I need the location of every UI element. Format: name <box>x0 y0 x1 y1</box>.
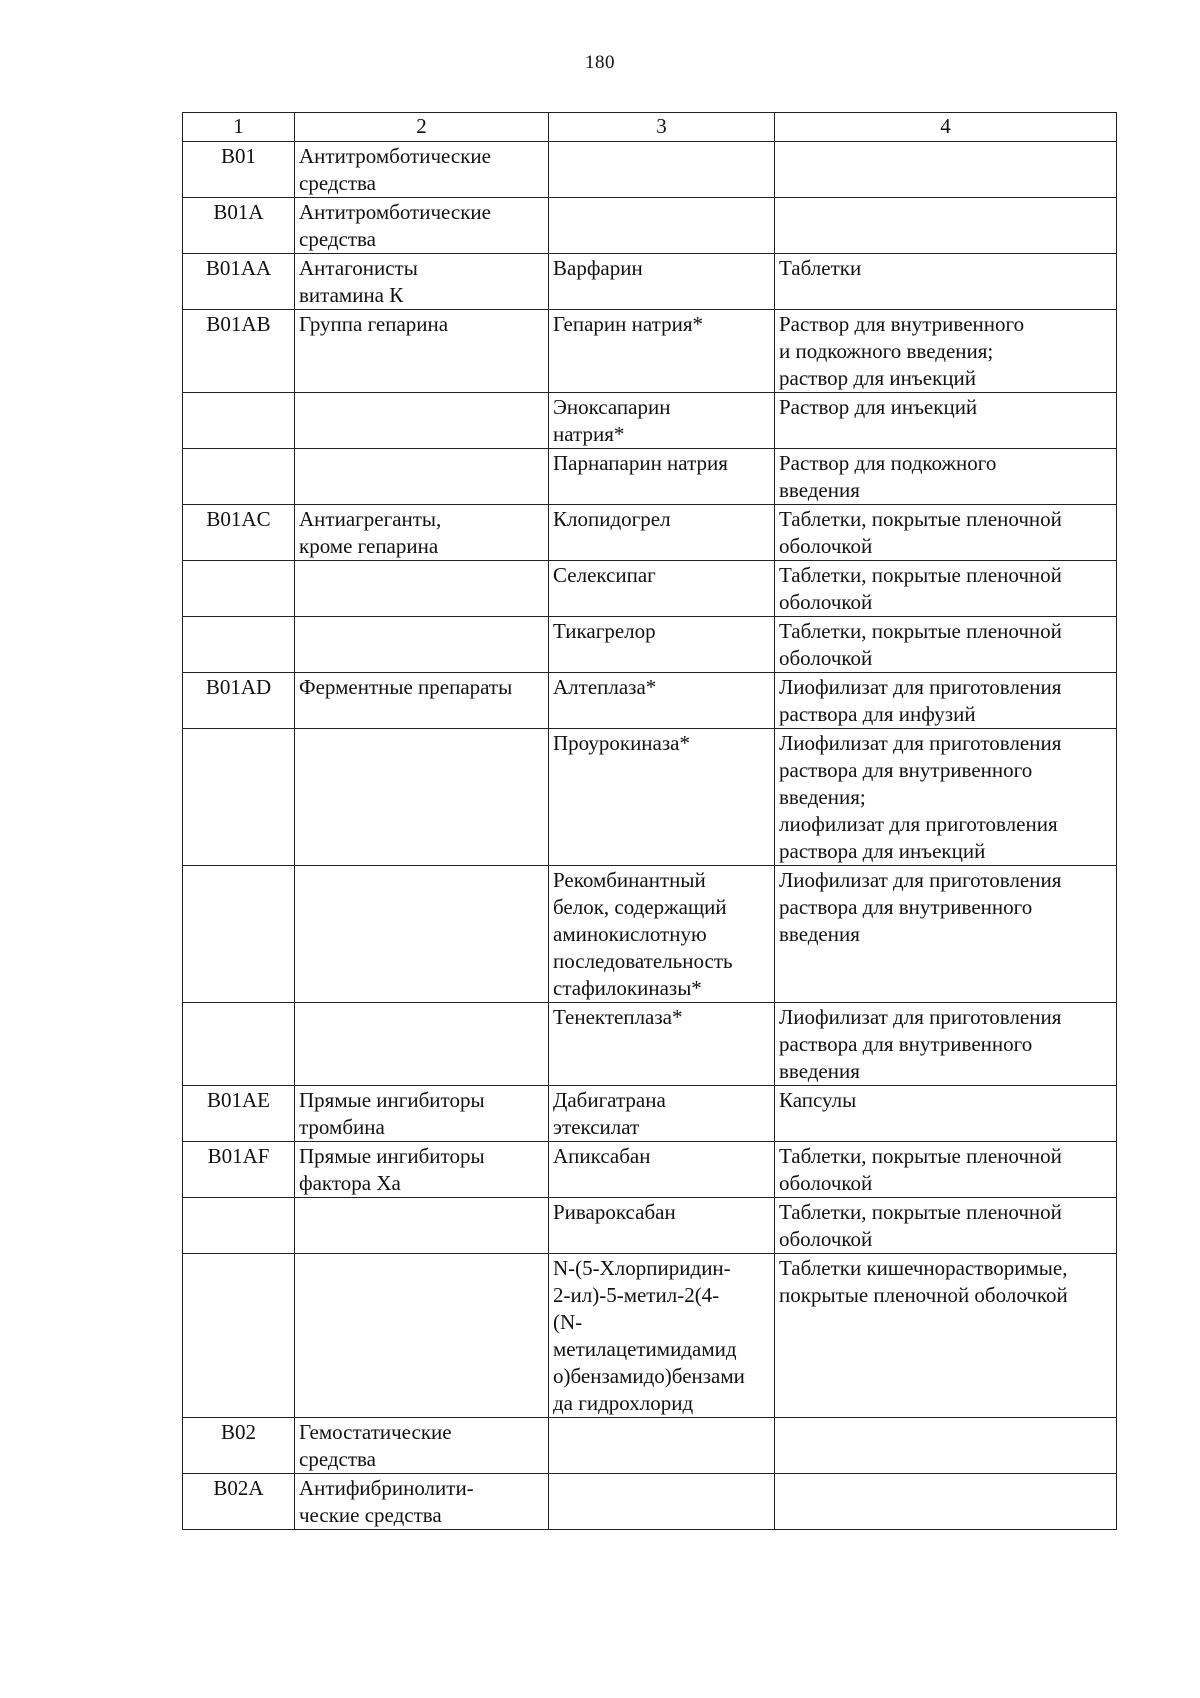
atc-code-cell <box>183 1254 295 1418</box>
table-row <box>183 505 1117 561</box>
dosage-form-cell <box>775 254 1117 310</box>
group-name-cell <box>295 393 549 449</box>
dosage-form-cell <box>775 673 1117 729</box>
dosage-form-cell-text: Таблетки кишечнорастворимые, покрытые пленочной оболочкой <box>779 1256 1068 1307</box>
dosage-form-cell <box>775 1142 1117 1198</box>
dosage-form-cell <box>775 1474 1117 1530</box>
table-row <box>183 1254 1117 1418</box>
group-name-cell <box>295 1198 549 1254</box>
dosage-form-cell <box>775 1198 1117 1254</box>
group-name-cell-text: Антиагреганты, кроме гепарина <box>299 507 442 558</box>
drug-name-cell-text: Проурокиназа* <box>553 731 690 755</box>
table-row <box>183 254 1117 310</box>
group-name-cell <box>295 254 549 310</box>
group-name-cell <box>295 1086 549 1142</box>
atc-code-cell <box>183 1418 295 1474</box>
dosage-form-cell-text: Раствор для подкожного введения <box>779 451 997 502</box>
column-header-4: 4 <box>775 113 1117 142</box>
atc-code-cell <box>183 142 295 198</box>
drug-name-cell <box>549 1474 775 1530</box>
atc-code-cell-text: B01AC <box>206 507 271 531</box>
group-name-cell <box>295 1003 549 1086</box>
table-row <box>183 1198 1117 1254</box>
table-row <box>183 198 1117 254</box>
column-header-3: 3 <box>549 113 775 142</box>
atc-code-cell <box>183 198 295 254</box>
dosage-form-cell <box>775 866 1117 1003</box>
atc-code-cell <box>183 1474 295 1530</box>
atc-code-cell <box>183 866 295 1003</box>
dosage-form-cell <box>775 310 1117 393</box>
group-name-cell-text: Ферментные препараты <box>299 675 513 699</box>
atc-code-cell <box>183 505 295 561</box>
dosage-form-cell <box>775 1086 1117 1142</box>
table-row <box>183 561 1117 617</box>
table-row <box>183 729 1117 866</box>
table-row <box>183 310 1117 393</box>
group-name-cell <box>295 198 549 254</box>
drug-name-cell <box>549 393 775 449</box>
drug-name-cell-text: Апиксабан <box>553 1144 651 1168</box>
group-name-cell <box>295 673 549 729</box>
group-name-cell-text: Антагонисты витамина К <box>299 256 418 307</box>
table-row <box>183 1474 1117 1530</box>
group-name-cell <box>295 729 549 866</box>
page-number: 180 <box>585 52 615 73</box>
group-name-cell <box>295 1474 549 1530</box>
atc-code-cell <box>183 449 295 505</box>
dosage-form-cell-text: Лиофилизат для приготовления раствора для внутривенного введения; лиофилизат для приготовления раствора для инъекций <box>779 731 1062 863</box>
dosage-form-cell <box>775 729 1117 866</box>
dosage-form-cell-text: Таблетки, покрытые пленочной оболочкой <box>779 1144 1062 1195</box>
table-row <box>183 449 1117 505</box>
atc-code-cell-text: B01AE <box>207 1088 270 1112</box>
table-row <box>183 673 1117 729</box>
drug-name-cell-text: Тикагрелор <box>553 619 656 643</box>
drug-name-cell-text: Эноксапарин натрия* <box>553 395 671 446</box>
atc-code-cell <box>183 1198 295 1254</box>
group-name-cell <box>295 561 549 617</box>
atc-code-cell-text: B01A <box>213 200 264 224</box>
table-row <box>183 617 1117 673</box>
dosage-form-cell <box>775 198 1117 254</box>
group-name-cell <box>295 310 549 393</box>
dosage-form-cell-text: Таблетки, покрытые пленочной оболочкой <box>779 619 1062 670</box>
drug-name-cell <box>549 617 775 673</box>
atc-code-cell-text: B02A <box>213 1476 264 1500</box>
drug-name-cell-text: Ривароксабан <box>553 1200 676 1224</box>
drug-name-cell <box>549 1003 775 1086</box>
drug-name-cell <box>549 729 775 866</box>
group-name-cell <box>295 449 549 505</box>
dosage-form-cell-text: Раствор для внутривенного и подкожного введения; раствор для инъекций <box>779 312 1025 390</box>
atc-code-cell-text: B01AF <box>207 1144 270 1168</box>
table-header-row <box>183 113 1117 142</box>
dosage-form-cell-text: Таблетки <box>779 256 862 280</box>
table-row <box>183 1086 1117 1142</box>
dosage-form-cell-text: Лиофилизат для приготовления раствора для внутривенного введения <box>779 868 1062 946</box>
drug-name-cell-text: Клопидогрел <box>553 507 671 531</box>
drug-name-cell-text: Гепарин натрия* <box>553 312 703 336</box>
atc-code-cell <box>183 254 295 310</box>
drug-name-cell <box>549 1086 775 1142</box>
group-name-cell-text: Прямые ингибиторы тромбина <box>299 1088 485 1139</box>
drug-name-cell <box>549 866 775 1003</box>
table-row <box>183 1003 1117 1086</box>
dosage-form-cell <box>775 505 1117 561</box>
drug-name-cell <box>549 561 775 617</box>
drug-name-cell-text: Парнапарин натрия <box>553 451 728 475</box>
drug-name-cell <box>549 673 775 729</box>
atc-code-cell <box>183 673 295 729</box>
atc-code-cell <box>183 1086 295 1142</box>
group-name-cell <box>295 505 549 561</box>
atc-code-cell <box>183 1003 295 1086</box>
drug-name-cell <box>549 254 775 310</box>
drug-name-cell-text: Тенектеплаза* <box>553 1005 683 1029</box>
drug-name-cell-text: Алтеплаза* <box>553 675 657 699</box>
drug-name-cell-text: Селексипаг <box>553 563 656 587</box>
drug-name-cell <box>549 1254 775 1418</box>
dosage-form-cell-text: Капсулы <box>779 1088 857 1112</box>
group-name-cell <box>295 866 549 1003</box>
atc-code-cell <box>183 393 295 449</box>
atc-code-cell-text: B01 <box>220 144 256 168</box>
table-row <box>183 1142 1117 1198</box>
column-header-2: 2 <box>295 113 549 142</box>
dosage-form-cell-text: Лиофилизат для приготовления раствора для инфузий <box>779 675 1062 726</box>
drug-name-cell <box>549 449 775 505</box>
atc-code-cell-text: B01AB <box>206 312 271 336</box>
dosage-form-cell <box>775 1418 1117 1474</box>
group-name-cell-text: Антитромботические средства <box>299 144 491 195</box>
atc-code-cell <box>183 1142 295 1198</box>
table-row <box>183 1418 1117 1474</box>
dosage-form-cell <box>775 449 1117 505</box>
dosage-form-cell-text: Таблетки, покрытые пленочной оболочкой <box>779 563 1062 614</box>
group-name-cell <box>295 1418 549 1474</box>
drug-name-cell <box>549 505 775 561</box>
group-name-cell-text: Гемостатические средства <box>299 1420 452 1471</box>
group-name-cell-text: Антитромботические средства <box>299 200 491 251</box>
table-row <box>183 866 1117 1003</box>
drug-name-cell <box>549 1142 775 1198</box>
drug-name-cell <box>549 310 775 393</box>
group-name-cell <box>295 1254 549 1418</box>
drug-classification-table <box>182 112 1117 1530</box>
drug-name-cell-text: Рекомбинантный белок, содержащий аминокислотную последовательность стафилокиназы* <box>553 868 733 1000</box>
atc-code-cell-text: B01AA <box>205 256 272 280</box>
atc-code-cell <box>183 729 295 866</box>
group-name-cell-text: Группа гепарина <box>299 312 449 336</box>
drug-name-cell <box>549 142 775 198</box>
dosage-form-cell <box>775 393 1117 449</box>
table-row <box>183 393 1117 449</box>
group-name-cell <box>295 617 549 673</box>
atc-code-cell-text: B01AD <box>205 675 272 699</box>
dosage-form-cell <box>775 617 1117 673</box>
drug-name-cell <box>549 1418 775 1474</box>
atc-code-cell <box>183 310 295 393</box>
dosage-form-cell-text: Лиофилизат для приготовления раствора для внутривенного введения <box>779 1005 1062 1083</box>
drug-name-cell <box>549 1198 775 1254</box>
dosage-form-cell-text: Таблетки, покрытые пленочной оболочкой <box>779 507 1062 558</box>
column-header-1: 1 <box>183 113 295 142</box>
dosage-form-cell <box>775 142 1117 198</box>
dosage-form-cell <box>775 561 1117 617</box>
group-name-cell <box>295 142 549 198</box>
dosage-form-cell <box>775 1254 1117 1418</box>
atc-code-cell <box>183 617 295 673</box>
table-body <box>183 142 1117 1530</box>
drug-name-cell-text: Варфарин <box>553 256 643 280</box>
dosage-form-cell-text: Раствор для инъекций <box>779 395 978 419</box>
atc-code-cell <box>183 561 295 617</box>
group-name-cell <box>295 1142 549 1198</box>
dosage-form-cell <box>775 1003 1117 1086</box>
group-name-cell-text: Антифибринолити- ческие средства <box>299 1476 474 1527</box>
drug-name-cell-text: N-(5-Хлорпиридин- 2-ил)-5-метил-2(4- (N- метилацетимидамид о)бензамидо)бензами да гидрохлорид <box>553 1256 745 1415</box>
drug-name-cell-text: Дабигатрана этексилат <box>553 1088 666 1139</box>
dosage-form-cell-text: Таблетки, покрытые пленочной оболочкой <box>779 1200 1062 1251</box>
drug-name-cell <box>549 198 775 254</box>
atc-code-cell-text: B02 <box>220 1420 256 1444</box>
group-name-cell-text: Прямые ингибиторы фактора Ха <box>299 1144 485 1195</box>
table-row <box>183 142 1117 198</box>
